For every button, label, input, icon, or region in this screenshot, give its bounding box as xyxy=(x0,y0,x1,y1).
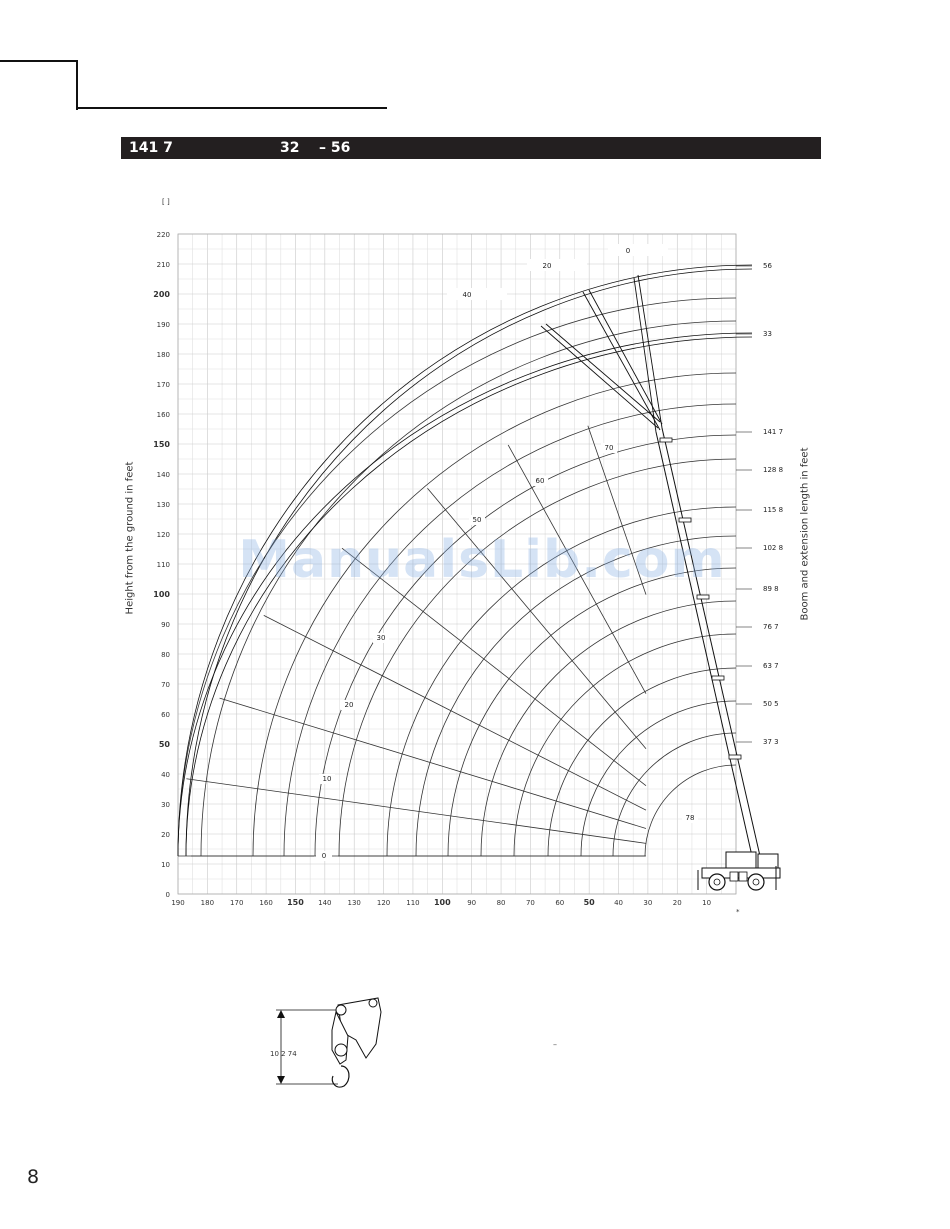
y-tick-label: 0 xyxy=(165,891,170,899)
x-tick-label: 170 xyxy=(230,899,244,907)
jib-envelope-arc xyxy=(178,333,752,856)
y-tick-label: 50 xyxy=(158,740,170,749)
x-tick-label: 120 xyxy=(376,899,391,907)
page-number: 8 xyxy=(27,1166,40,1188)
x-tick-label: 20 xyxy=(672,899,682,907)
load-radius-arc xyxy=(581,701,736,856)
jib-line-20 xyxy=(583,292,660,430)
boom-length-label: 102 8 xyxy=(763,544,784,552)
boom-section-joint xyxy=(712,676,724,680)
jib-envelope-arc-inner xyxy=(186,337,752,856)
load-radius-arc xyxy=(548,668,736,856)
boom-length-label: 63 7 xyxy=(763,662,779,670)
y-tick-label: 200 xyxy=(153,290,170,299)
boom-length-label: 89 8 xyxy=(763,585,779,593)
unit-note: [ ] xyxy=(162,198,170,206)
x-tick-label: 90 xyxy=(467,899,477,907)
boom-length-label: 50 5 xyxy=(763,700,779,708)
x-tick-label: 70 xyxy=(525,899,535,907)
y-tick-label: 90 xyxy=(161,621,170,629)
boom-length-label: 37 3 xyxy=(763,738,779,746)
y-tick-label: 160 xyxy=(156,411,170,419)
y-tick-label: 80 xyxy=(161,651,170,659)
angle-label: 30 xyxy=(376,634,386,642)
right-axis-title: Boom and extension length in feet xyxy=(799,447,811,621)
asterisk-note: * xyxy=(736,908,740,916)
y-tick-label: 110 xyxy=(156,561,170,569)
angle-label: 78 xyxy=(685,814,695,822)
x-tick-label: 160 xyxy=(259,899,273,907)
boom-section-joint xyxy=(660,438,672,442)
y-tick-label: 70 xyxy=(161,681,170,689)
angle-label: 60 xyxy=(535,477,545,485)
y-tick-label: 60 xyxy=(161,711,170,719)
load-radius-arc xyxy=(514,634,736,856)
x-tick-label: 150 xyxy=(287,898,304,907)
load-radius-arc xyxy=(315,435,736,856)
x-tick-label: 140 xyxy=(318,899,332,907)
hook-block-icon xyxy=(276,998,381,1087)
boom-section-joint xyxy=(679,518,691,522)
angle-label: 20 xyxy=(344,701,354,709)
y-tick-label: 30 xyxy=(161,801,170,809)
jib-line-outer xyxy=(638,275,662,428)
y-tick-label: 180 xyxy=(156,351,170,359)
boom-length-label: 115 8 xyxy=(763,506,784,514)
y-tick-label: 150 xyxy=(153,440,170,449)
load-radius-arc xyxy=(613,733,736,856)
watermark: ManualsLib.com xyxy=(238,530,726,590)
y-tick-label: 190 xyxy=(156,321,170,329)
crane-truck-icon xyxy=(698,852,780,890)
angle-label: 70 xyxy=(604,444,614,452)
boom-length-label: 128 8 xyxy=(763,466,784,474)
y-tick-label: 20 xyxy=(161,831,170,839)
jib-line-40 xyxy=(541,326,658,428)
y-tick-label: 100 xyxy=(153,590,170,599)
boom-length-label: 56 xyxy=(763,262,772,270)
jib-angle-label: 40 xyxy=(462,291,472,299)
y-tick-label: 40 xyxy=(161,771,170,779)
y-tick-label: 120 xyxy=(156,531,170,539)
boom-length-label: 141 7 xyxy=(763,428,784,436)
x-tick-label: 60 xyxy=(555,899,565,907)
x-tick-label: 40 xyxy=(614,899,623,907)
y-tick-label: 130 xyxy=(156,501,170,509)
jib-label-bg xyxy=(447,288,507,300)
boom-length-label: 33 xyxy=(763,330,772,338)
y-tick-label: 170 xyxy=(156,381,170,389)
x-tick-label: 10 xyxy=(702,899,712,907)
x-tick-label: 130 xyxy=(347,899,361,907)
angle-label: 0 xyxy=(321,852,327,860)
x-tick-label: 30 xyxy=(643,899,653,907)
x-tick-label: 50 xyxy=(583,898,595,907)
boom-length-label: 76 7 xyxy=(763,623,779,631)
angle-label: 10 xyxy=(322,775,332,783)
title-mid-label-a: 32 xyxy=(280,140,300,156)
y-tick-label: 220 xyxy=(156,231,170,239)
dash-mark: – xyxy=(553,1040,557,1049)
x-tick-label: 110 xyxy=(406,899,420,907)
boom-section-joint xyxy=(729,755,741,759)
jib-angle-label: 0 xyxy=(625,247,631,255)
x-tick-label: 180 xyxy=(200,899,215,907)
angle-label: 50 xyxy=(472,516,482,524)
x-tick-label: 100 xyxy=(433,898,451,907)
x-tick-label: 190 xyxy=(171,899,185,907)
jib-label-bg xyxy=(527,259,587,271)
title-left-label: 141 7 xyxy=(129,140,173,156)
y-tick-label: 210 xyxy=(156,261,170,269)
hook-dimension-label: 10 2 74 xyxy=(270,1050,297,1058)
angle-ray xyxy=(220,698,646,828)
jib-label-bg xyxy=(608,244,668,256)
angle-ray xyxy=(427,488,646,748)
boom-section-joint xyxy=(697,595,709,599)
y-tick-label: 10 xyxy=(161,861,170,869)
y-tick-label: 140 xyxy=(156,471,170,479)
jib-angle-label: 20 xyxy=(542,262,552,270)
y-axis-title: Height from the ground in feet xyxy=(124,461,136,615)
x-tick-label: 80 xyxy=(496,899,506,907)
load-radius-arc xyxy=(448,568,736,856)
title-mid-label-b: – 56 xyxy=(319,140,351,156)
load-radius-arc xyxy=(645,765,736,856)
